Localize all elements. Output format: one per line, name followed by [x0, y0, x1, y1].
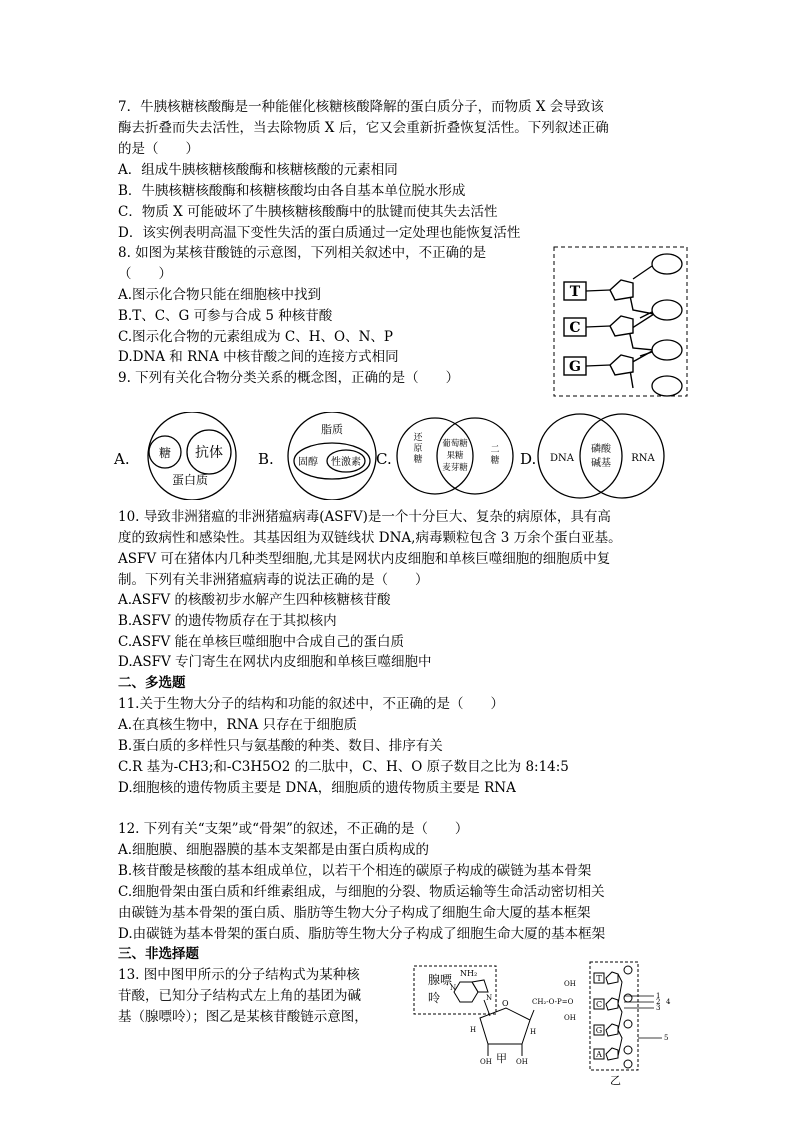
- q13-figure-yi: [588, 960, 688, 1088]
- label-4: 4: [666, 998, 671, 1006]
- q7-option-b: B．牛胰核糖核酸酶和核糖核酸均由各自基本单位脱水形成: [118, 183, 466, 199]
- option-b-letter: B.: [258, 450, 274, 468]
- base-g: G: [569, 359, 581, 375]
- option-a-letter: A.: [114, 450, 130, 468]
- q10-option-b: B.ASFV 的遗传物质存在于其拟核内: [118, 613, 337, 629]
- cholesterol-label: 固醇: [298, 457, 318, 468]
- q12-option-b: B.核苷酸是核酸的基本组成单位，以若干个相连的碳原子构成的碳链为基本骨架: [118, 863, 592, 879]
- phosphate-label: 磷酸: [591, 444, 611, 455]
- reducing-sugar-label: 还原糖: [413, 433, 423, 465]
- purine-five-ring: [472, 980, 488, 992]
- q9-concept-diagrams: [110, 412, 670, 500]
- phosphate-group-label: CH₂-O-P=O: [532, 998, 574, 1006]
- h-label: H: [530, 1028, 537, 1036]
- antibody-label: 抗体: [195, 445, 223, 461]
- q10-stem-line1: 10. 导致非洲猪瘟的非洲猪瘟病毒(ASFV)是一个十分巨大、复杂的病原体，具有高: [118, 509, 611, 525]
- label-1: 1: [656, 992, 661, 1000]
- base-t: T: [596, 974, 602, 983]
- lipid-label: 脂质: [321, 423, 343, 436]
- oh-label: OH: [516, 1058, 528, 1066]
- adenine-label-line1: 腺嘌: [428, 973, 453, 987]
- sugar-label: 糖: [158, 446, 172, 460]
- q10-option-c: C.ASFV 能在单核巨噬细胞中合成自己的蛋白质: [118, 634, 405, 650]
- q8-option-a: A.图示化合物只能在细胞核中找到: [118, 287, 322, 303]
- protein-label: 蛋白质: [171, 473, 209, 487]
- phosphate-oh-bottom: OH: [564, 1014, 576, 1022]
- q7-option-c: C．物质 X 可能破坏了牛胰核糖核酸酶中的肽键而使其失去活性: [118, 204, 498, 220]
- q10-option-a: A.ASFV 的核酸初步水解产生四种核糖核苷酸: [118, 592, 391, 608]
- figure-jia-caption: 甲: [496, 1052, 507, 1065]
- base-c: C: [595, 1000, 603, 1009]
- phosphate-circle: [652, 376, 682, 396]
- pentose-sugar: [606, 1024, 618, 1036]
- q8-option-d: D.DNA 和 RNA 中核苷酸之间的连接方式相同: [118, 349, 399, 365]
- base-a: A: [596, 1050, 602, 1059]
- phosphate-oh-top: OH: [564, 980, 576, 988]
- q13-stem-line3: 基（腺嘌呤）；图乙是某核苷酸链示意图，: [118, 1009, 368, 1025]
- ribose-o-label: O: [502, 999, 509, 1008]
- q12-stem: 12. 下列有关“支架”或“骨架”的叙述，不正确的是（ ）: [118, 821, 469, 837]
- purine-six-ring: [454, 982, 478, 1002]
- q10-stem-line3: ASFV 可在猪体内几种类型细胞,尤其是网状内皮细胞和单核巨噬细胞的细胞质中复: [118, 551, 611, 567]
- q13-stem-line1: 13. 图中图甲所示的分子结构式为某种核: [118, 967, 360, 983]
- label-5: 5: [664, 1034, 669, 1042]
- adenine-label-line2: 呤: [428, 991, 441, 1005]
- q7-option-a: A．组成牛胰核糖核酸酶和核糖核酸的元素相同: [118, 162, 398, 178]
- phosphate-circle: [624, 994, 632, 1002]
- q10-stem-line2: 度的致病性和感染性。其基因组为双链线状 DNA,病毒颗粒包含 3 万余个蛋白亚基。: [118, 530, 622, 546]
- q8-stem-line2: （ ）: [118, 266, 172, 282]
- phosphate-circle: [652, 254, 682, 274]
- maltose-label: 麦芽糖: [442, 463, 468, 473]
- q12-option-a: A.细胞膜、细胞器膜的基本支架都是由蛋白质构成的: [118, 842, 430, 858]
- q11-option-c: C.R 基为-CH3;和-C3H5O2 的二肽中，C、H、O 原子数目之比为 8:14:5: [118, 759, 569, 775]
- disaccharide-label: 二糖: [490, 445, 500, 466]
- q10-option-d: D.ASFV 专门寄生在网状内皮细胞和单核巨噬细胞中: [118, 654, 432, 670]
- pentose-sugar: [606, 972, 618, 984]
- q12-option-c-line2: 由碳链为基本骨架的蛋白质、脂肪等生物大分子构成了细胞生命大厦的基本框架: [118, 905, 591, 921]
- oh-label: OH: [480, 1058, 492, 1066]
- ring-n-label: N: [450, 984, 457, 992]
- base-label: 碱基: [591, 458, 611, 469]
- label-2: 2: [656, 998, 661, 1006]
- fructose-label: 果糖: [446, 451, 464, 461]
- q12-option-d: D.由碳链为基本骨架的蛋白质、脂肪等生物大分子构成了细胞生命大厦的基本框架: [118, 926, 606, 942]
- base-c: C: [569, 320, 581, 336]
- q8-nucleotide-chain-figure: [553, 246, 689, 398]
- glucose-label: 葡萄糖: [442, 439, 468, 449]
- option-c-letter: C.: [376, 450, 392, 468]
- sex-hormone-label: 性激素: [331, 457, 361, 468]
- pentose-sugar: [606, 998, 618, 1010]
- pentose-sugar: [610, 355, 633, 375]
- q11-option-d: D.细胞核的遗传物质主要是 DNA，细胞质的遗传物质主要是 RNA: [118, 780, 516, 796]
- q7-stem-line1: 7．牛胰核糖核酸酶是一种能催化核糖核酸降解的蛋白质分子，而物质 X 会导致该: [118, 99, 604, 115]
- dna-label: DNA: [550, 453, 574, 464]
- phosphate-circle: [624, 1020, 632, 1028]
- q7-stem-line2: 酶去折叠而失去活性，当去除物质 X 后，它又会重新折叠恢复活性。下列叙述正确: [118, 120, 609, 136]
- ribose-ring: [480, 1008, 530, 1044]
- option-d-letter: D.: [520, 450, 537, 468]
- q10-stem-line4: 制。下列有关非洲猪瘟病毒的说法正确的是（ ）: [118, 572, 429, 588]
- figure-yi-caption: 乙: [610, 1074, 621, 1087]
- q12-option-c-line1: C.细胞骨架由蛋白质和纤维素组成，与细胞的分裂、物质运输等生命活动密切相关: [118, 884, 605, 900]
- phosphate-circle: [624, 1060, 632, 1068]
- phosphate-circle: [652, 300, 682, 320]
- phosphate-circle: [624, 1046, 632, 1054]
- phosphate-circle: [624, 966, 632, 974]
- q8-stem-line1: 8. 如图为某核苷酸链的示意图，下列相关叙述中，不正确的是: [118, 245, 487, 261]
- label-3: 3: [656, 1004, 661, 1012]
- q11-option-a: A.在真核生物中，RNA 只存在于细胞质: [118, 717, 358, 733]
- q13-figure-jia: [412, 960, 584, 1070]
- pentose-sugar: [610, 316, 633, 336]
- section-multi-choice-heading: 二、多选题: [118, 675, 186, 691]
- section-non-choice-heading: 三、非选择题: [118, 946, 199, 962]
- q7-option-d: D．该实例表明高温下变性失活的蛋白质通过一定处理也能恢复活性: [118, 225, 521, 241]
- ring-n-label: N: [486, 994, 493, 1002]
- q11-stem: 11.关于生物大分子的结构和功能的叙述中，不正确的是（ ）: [118, 696, 504, 712]
- nh2-label: NH₂: [460, 969, 478, 978]
- rna-label: RNA: [631, 453, 655, 464]
- q11-option-b: B.蛋白质的多样性只与氨基酸的种类、数目、排序有关: [118, 738, 443, 754]
- phosphate-circle: [652, 340, 682, 360]
- q13-stem-line2: 苷酸，已知分子结构式左上角的基团为碱: [118, 988, 361, 1004]
- pentose-sugar: [606, 1048, 618, 1060]
- q8-option-b: B.T、C、G 可参与合成 5 种核苷酸: [118, 308, 333, 324]
- q8-option-c: C.图示化合物的元素组成为 C、H、O、N、P: [118, 329, 393, 345]
- h-label: H: [470, 1026, 477, 1034]
- q7-stem-line3: 的是（ ）: [118, 141, 199, 157]
- base-t: T: [569, 284, 581, 300]
- pentose-sugar: [610, 280, 633, 300]
- base-g: G: [595, 1026, 603, 1035]
- q9-stem: 9. 下列有关化合物分类关系的概念图，正确的是（ ）: [118, 370, 460, 386]
